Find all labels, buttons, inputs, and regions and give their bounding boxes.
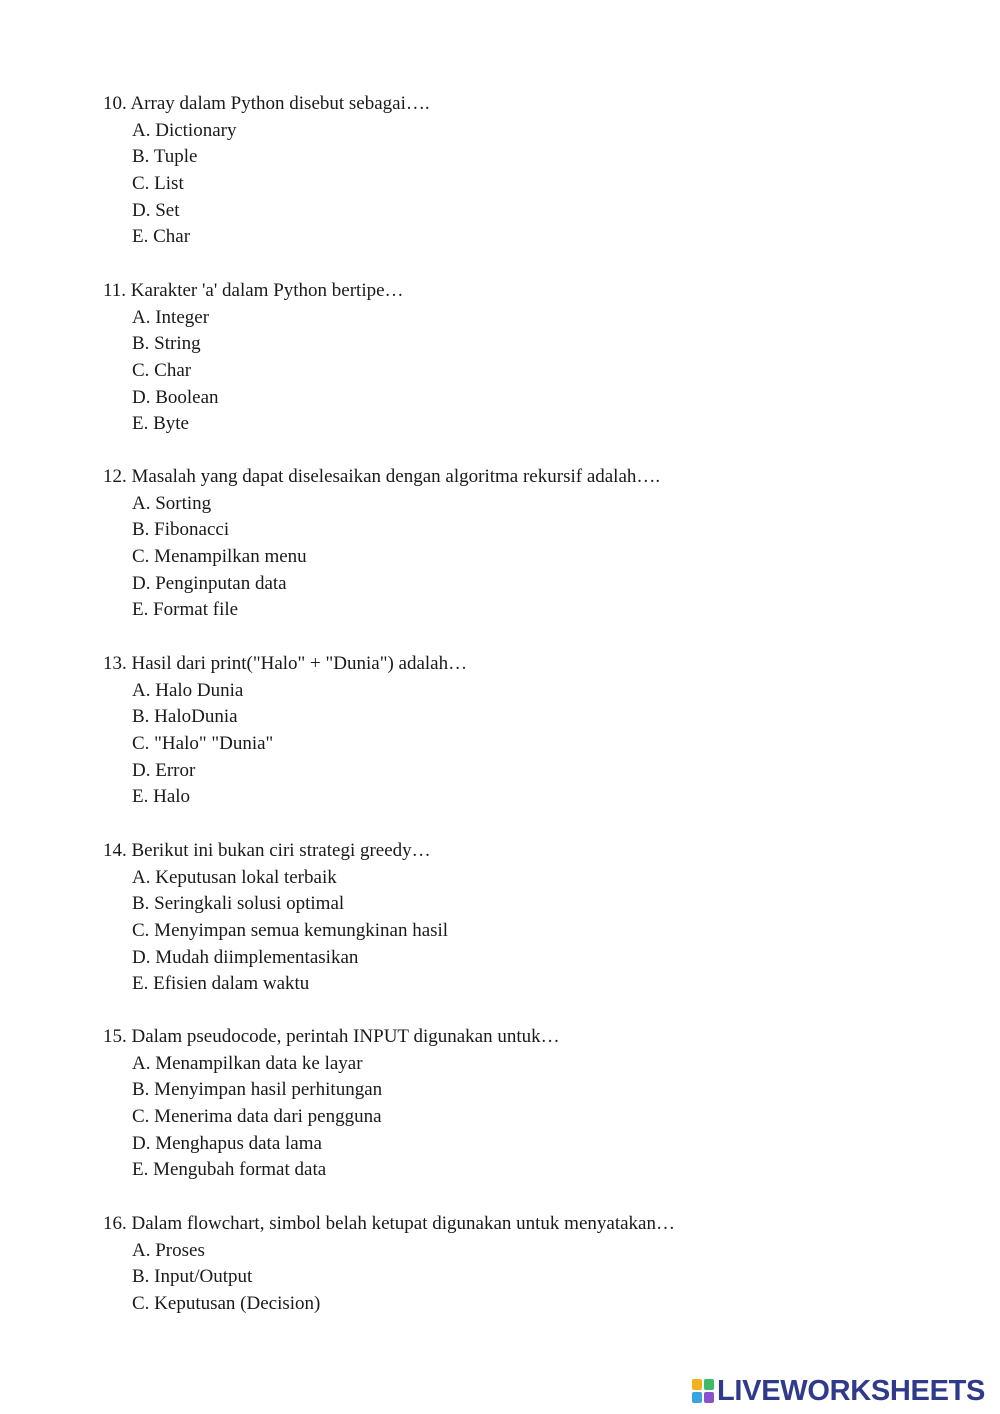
question-text: 12. Masalah yang dapat diselesaikan dengan algoritma rekursif adalah…. [103, 466, 661, 487]
option-e: E. Byte [132, 413, 189, 435]
question-text: 10. Array dalam Python disebut sebagai…. [103, 93, 430, 114]
option-d: D. Error [132, 759, 196, 781]
answer-options [103, 118, 963, 251]
option-e: E. Halo [132, 786, 191, 808]
option-e: E. Mengubah format data [132, 1159, 327, 1181]
question-text: 11. Karakter 'a' dalam Python bertipe… [103, 280, 404, 301]
option-e: E. Char [132, 226, 191, 248]
answer-options [103, 678, 963, 811]
option-d: D. Boolean [132, 386, 219, 408]
option-a: A. Keputusan lokal terbaik [132, 866, 337, 888]
option-a: A. Sorting [132, 492, 212, 514]
question-text: 15. Dalam pseudocode, perintah INPUT digunakan untuk… [103, 1026, 560, 1047]
option-b: B. HaloDunia [132, 706, 238, 728]
option-d: D. Mudah diimplementasikan [132, 946, 359, 968]
option-b: B. String [132, 333, 201, 355]
option-c: C. Keputusan (Decision) [132, 1293, 321, 1315]
option-a: A. Dictionary [132, 119, 237, 141]
question-11 [103, 278, 963, 438]
question-12 [103, 464, 963, 624]
question-10 [103, 91, 963, 251]
option-b: B. Tuple [132, 146, 198, 168]
question-text: 14. Berikut ini bukan ciri strategi greedy… [103, 840, 431, 861]
answer-options [103, 865, 963, 998]
option-b: B. Fibonacci [132, 519, 230, 541]
question-15 [103, 1024, 963, 1184]
option-c: C. Menyimpan semua kemungkinan hasil [132, 920, 449, 942]
option-e: E. Format file [132, 599, 239, 621]
question-16 [103, 1211, 963, 1318]
option-d: D. Penginputan data [132, 572, 287, 594]
option-c: C. Menerima data dari pengguna [132, 1106, 382, 1128]
question-13 [103, 651, 963, 811]
option-a: A. Menampilkan data ke layar [132, 1052, 363, 1074]
option-c: C. Menampilkan menu [132, 546, 307, 568]
option-c: C. "Halo" "Dunia" [132, 733, 274, 755]
brand-name: LIVEWORKSHEETS [717, 1375, 986, 1407]
option-e: E. Efisien dalam waktu [132, 973, 310, 995]
answer-options [103, 491, 963, 624]
question-text: 16. Dalam flowchart, simbol belah ketupat digunakan untuk menyatakan… [103, 1213, 675, 1234]
option-b: B. Input/Output [132, 1266, 253, 1288]
option-b: B. Menyimpan hasil perhitungan [132, 1079, 383, 1101]
option-c: C. Char [132, 360, 192, 382]
question-14 [103, 838, 963, 998]
option-a: A. Halo Dunia [132, 679, 244, 701]
answer-options [103, 305, 963, 438]
option-d: D. Menghapus data lama [132, 1132, 322, 1154]
option-b: B. Seringkali solusi optimal [132, 893, 345, 915]
option-c: C. List [132, 173, 184, 195]
option-a: A. Integer [132, 306, 210, 328]
option-d: D. Set [132, 199, 180, 221]
liveworksheets-logo-icon [692, 1379, 714, 1403]
answer-options [103, 1238, 963, 1318]
answer-options [103, 1051, 963, 1184]
question-text: 13. Hasil dari print("Halo" + "Dunia") adalah… [103, 653, 468, 674]
liveworksheets-brand [692, 1374, 985, 1408]
option-a: A. Proses [132, 1239, 205, 1261]
